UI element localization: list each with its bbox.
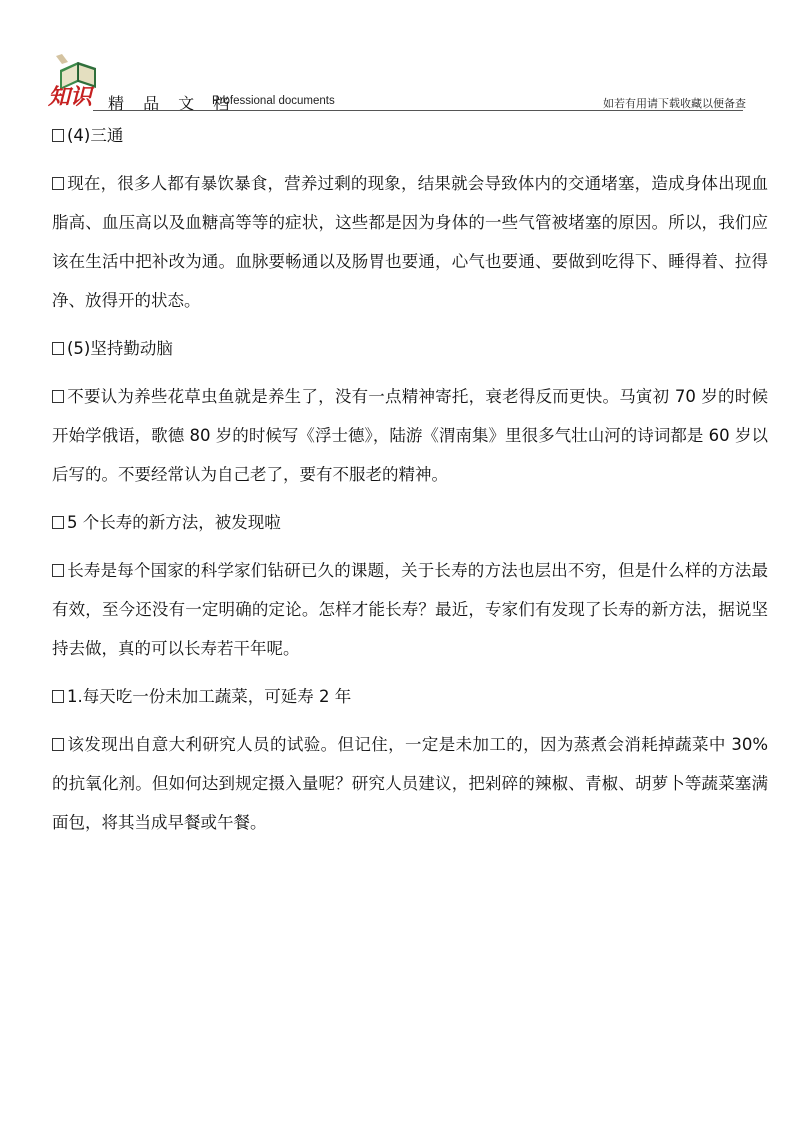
checkbox-glyph-icon bbox=[52, 564, 64, 577]
checkbox-glyph-icon bbox=[52, 129, 64, 142]
paragraph-text: 不要认为养些花草虫鱼就是养生了，没有一点精神寄托，衰老得反而更快。马寅初 70 岁的时候开始学俄语，歌德 80 岁的时候写《浮士德》，陆游《渭南集》里很多气壮山河的诗词都是 60 岁以后写的。不要经常认为自己老了，要有不服老的精神。 bbox=[52, 387, 768, 484]
header-note: 如若有用请下载收藏以便备查 bbox=[603, 97, 746, 110]
brand-title: 精 品 文 档 bbox=[108, 94, 237, 113]
body-paragraph bbox=[52, 164, 768, 320]
checkbox-glyph-icon bbox=[52, 738, 64, 751]
header-divider bbox=[93, 110, 743, 111]
section-heading bbox=[52, 677, 768, 716]
heading-text: 5 个长寿的新方法，被发现啦 bbox=[67, 513, 281, 532]
section-heading bbox=[52, 503, 768, 542]
heading-text: 1.每天吃一份未加工蔬菜，可延寿 2 年 bbox=[67, 687, 352, 706]
heading-text: (5)坚持勤动脑 bbox=[67, 339, 173, 358]
document-body bbox=[52, 116, 768, 851]
brand-subtitle: Professional documents bbox=[212, 95, 335, 107]
heading-text: (4)三通 bbox=[67, 126, 124, 145]
checkbox-glyph-icon bbox=[52, 516, 64, 529]
paragraph-text: 该发现出自意大利研究人员的试验。但记住，一定是未加工的，因为蒸煮会消耗掉蔬菜中 30%的抗氧化剂。但如何达到规定摄入量呢？研究人员建议，把剁碎的辣椒、青椒、胡萝卜等蔬菜塞满面包，将其当成早餐或午餐。 bbox=[52, 735, 768, 832]
checkbox-glyph-icon bbox=[52, 690, 64, 703]
paragraph-text: 长寿是每个国家的科学家们钻研已久的课题，关于长寿的方法也层出不穷，但是什么样的方法最有效，至今还没有一定明确的定论。怎样才能长寿？最近，专家们有发现了长寿的新方法，据说坚持去做，真的可以长寿若干年呢。 bbox=[52, 561, 768, 658]
body-paragraph bbox=[52, 551, 768, 668]
checkbox-glyph-icon bbox=[52, 342, 64, 355]
body-paragraph bbox=[52, 377, 768, 494]
section-heading bbox=[52, 329, 768, 368]
paragraph-text: 现在，很多人都有暴饮暴食，营养过剩的现象，结果就会导致体内的交通堵塞，造成身体出现血脂高、血压高以及血糖高等等的症状，这些都是因为身体的一些气管被堵塞的原因。所以，我们应该在生活中把补改为通。血脉要畅通以及肠胃也要通，心气也要通、要做到吃得下、睡得着、拉得净、放得开的状态。 bbox=[52, 174, 768, 310]
body-paragraph bbox=[52, 725, 768, 842]
page-header bbox=[48, 52, 748, 112]
logo bbox=[48, 52, 108, 108]
checkbox-glyph-icon bbox=[52, 390, 64, 403]
checkbox-glyph-icon bbox=[52, 177, 64, 190]
logo-text: 知识 bbox=[48, 84, 93, 108]
section-heading bbox=[52, 116, 768, 155]
